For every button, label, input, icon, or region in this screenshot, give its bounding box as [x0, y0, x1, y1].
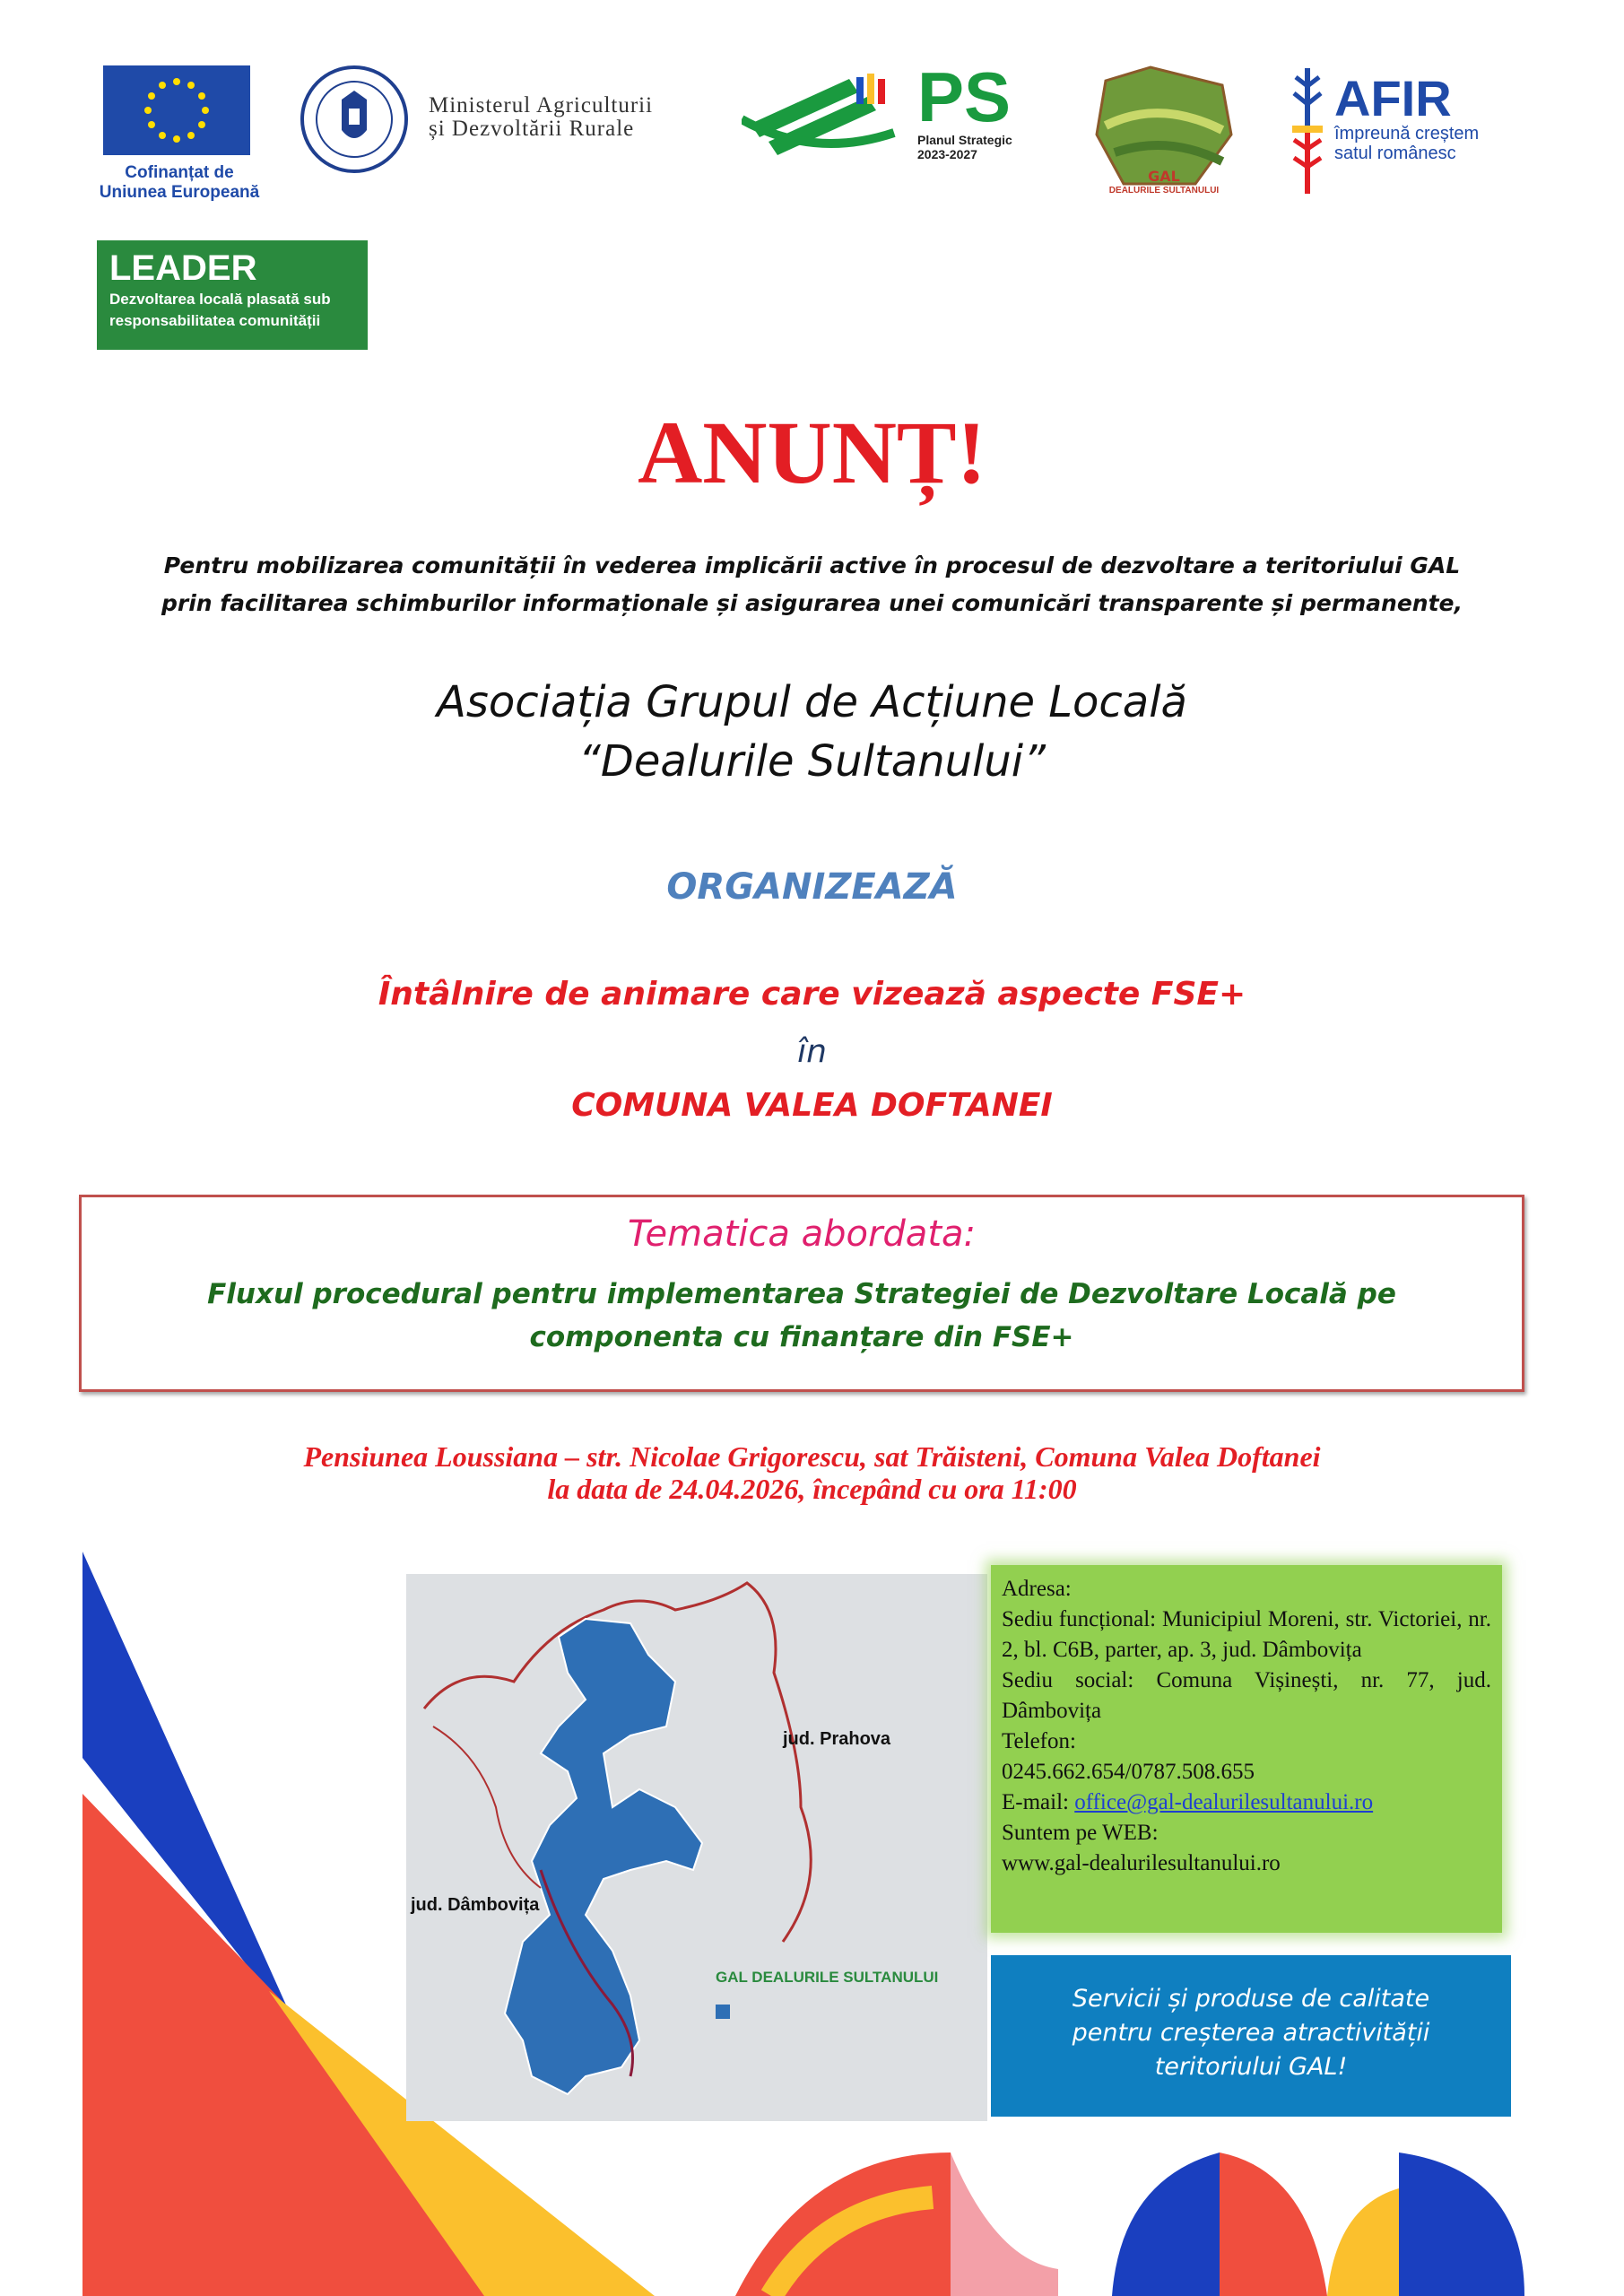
leader-sub2: responsabilitatea comunității	[109, 312, 321, 329]
ps-line1: Planul Strategic	[917, 133, 1012, 147]
eu-stars-icon	[103, 65, 250, 155]
ministry-logo-text	[429, 94, 743, 141]
map-legend-label: GAL DEALURILE SULTANULUI	[716, 1969, 939, 1986]
ministry-line1: Ministerul Agriculturii	[429, 93, 654, 117]
commune-name: COMUNA VALEA DOFTANEI	[571, 1087, 1053, 1124]
leader-logo	[97, 240, 368, 350]
email-line	[1002, 1787, 1491, 1818]
ps-letters: PS	[917, 57, 1012, 136]
slogan-line1: Servicii și produse de calitate	[1072, 1985, 1430, 2013]
organization-name	[0, 673, 1624, 791]
map-label-dambovita: jud. Dâmbovița	[411, 1895, 540, 1915]
organization-line2: “Dealurile Sultanului”	[578, 736, 1046, 787]
afir-letters: AFIR	[1334, 70, 1452, 126]
afir-line2: satul românesc	[1334, 144, 1456, 163]
intro-line2: prin facilitarea schimburilor informaționale și asigurarea unei comunicări transparente și permanente,	[161, 590, 1463, 616]
phone-number: 0245.662.654/0787.508.655	[1002, 1760, 1255, 1784]
eu-caption-line1: Cofinanțat de	[125, 163, 234, 182]
strategic-plan-mark-icon	[742, 70, 903, 160]
afir-logo	[1334, 70, 1514, 163]
address-heading: Adresa:	[1002, 1577, 1072, 1601]
slogan-box	[991, 1955, 1511, 2117]
location-date: la data de 24.04.2026, începând cu ora 11:00	[547, 1473, 1077, 1505]
leader-title: LEADER	[109, 248, 257, 288]
intro-line1: Pentru mobilizarea comunității în vederea implicării active în procesul de dezvoltare a teritoriului GAL	[163, 552, 1461, 578]
event-location	[0, 1440, 1624, 1505]
afir-wheat-icon	[1289, 68, 1326, 194]
topic-title: Tematica abordata:	[628, 1213, 976, 1255]
ministry-line2: și Dezvoltării Rurale	[429, 117, 635, 141]
address-functional-office: Sediu funcțional: Municipiul Moreni, str. Victoriei, nr. 2, bl. C6B, parter, ap. 3, jud. Dâmbovița	[1002, 1607, 1491, 1662]
gal-logo-caption: DEALURILE SULTANULUI	[1108, 186, 1220, 196]
afir-line1: împreună creștem	[1334, 124, 1480, 144]
gal-logo-icon	[1088, 63, 1240, 197]
location-line1: Pensiunea Loussiana – str. Nicolae Grigorescu, sat Trăisteni, Comuna Valea Doftanei	[303, 1440, 1321, 1473]
organization-line1: Asociația Grupul de Acțiune Locală	[437, 677, 1187, 727]
map-label-prahova: jud. Prahova	[783, 1729, 891, 1749]
organizes-heading: ORGANIZEAZĂ	[666, 866, 958, 908]
topic-box	[79, 1195, 1524, 1392]
topic-text: Fluxul procedural pentru implementarea Strategiei de Dezvoltare Locală pe componenta cu finanțare din FSE+	[207, 1278, 1396, 1353]
web-label: Suntem pe WEB:	[1002, 1821, 1159, 1845]
phone-label: Telefon:	[1002, 1729, 1076, 1753]
address-box	[991, 1565, 1502, 1933]
web-address: www.gal-dealurilesultanului.ro	[1002, 1851, 1281, 1875]
slogan-line3: teritoriului GAL!	[1154, 2053, 1348, 2081]
eu-caption	[85, 163, 274, 203]
strategic-plan-logo	[917, 57, 1034, 161]
address-registered-office: Sediu social: Comuna Vișinești, nr. 77, jud. Dâmbovița	[1002, 1668, 1491, 1723]
in-word: în	[797, 1033, 827, 1070]
eu-caption-line2: Uniunea Europeană	[99, 183, 260, 202]
ps-line2: 2023-2027	[917, 147, 977, 161]
map-legend-swatch	[716, 2005, 730, 2019]
eu-flag-logo	[103, 65, 250, 155]
government-seal-icon	[299, 64, 410, 175]
slogan-line2: pentru creșterea atractivității	[1072, 2019, 1430, 2047]
leader-sub1: Dezvoltarea locală plasată sub	[109, 291, 331, 308]
announcement-title: ANUNȚ!	[638, 403, 986, 502]
email-label: E-mail:	[1002, 1790, 1075, 1814]
gal-logo-word: GAL	[1148, 168, 1180, 185]
meeting-title: Întâlnire de animare care vizează aspecte FSE+	[378, 976, 1246, 1013]
email-link[interactable]: office@gal-dealurilesultanului.ro	[1074, 1790, 1374, 1814]
region-map	[406, 1574, 987, 2121]
intro-text	[0, 547, 1624, 622]
